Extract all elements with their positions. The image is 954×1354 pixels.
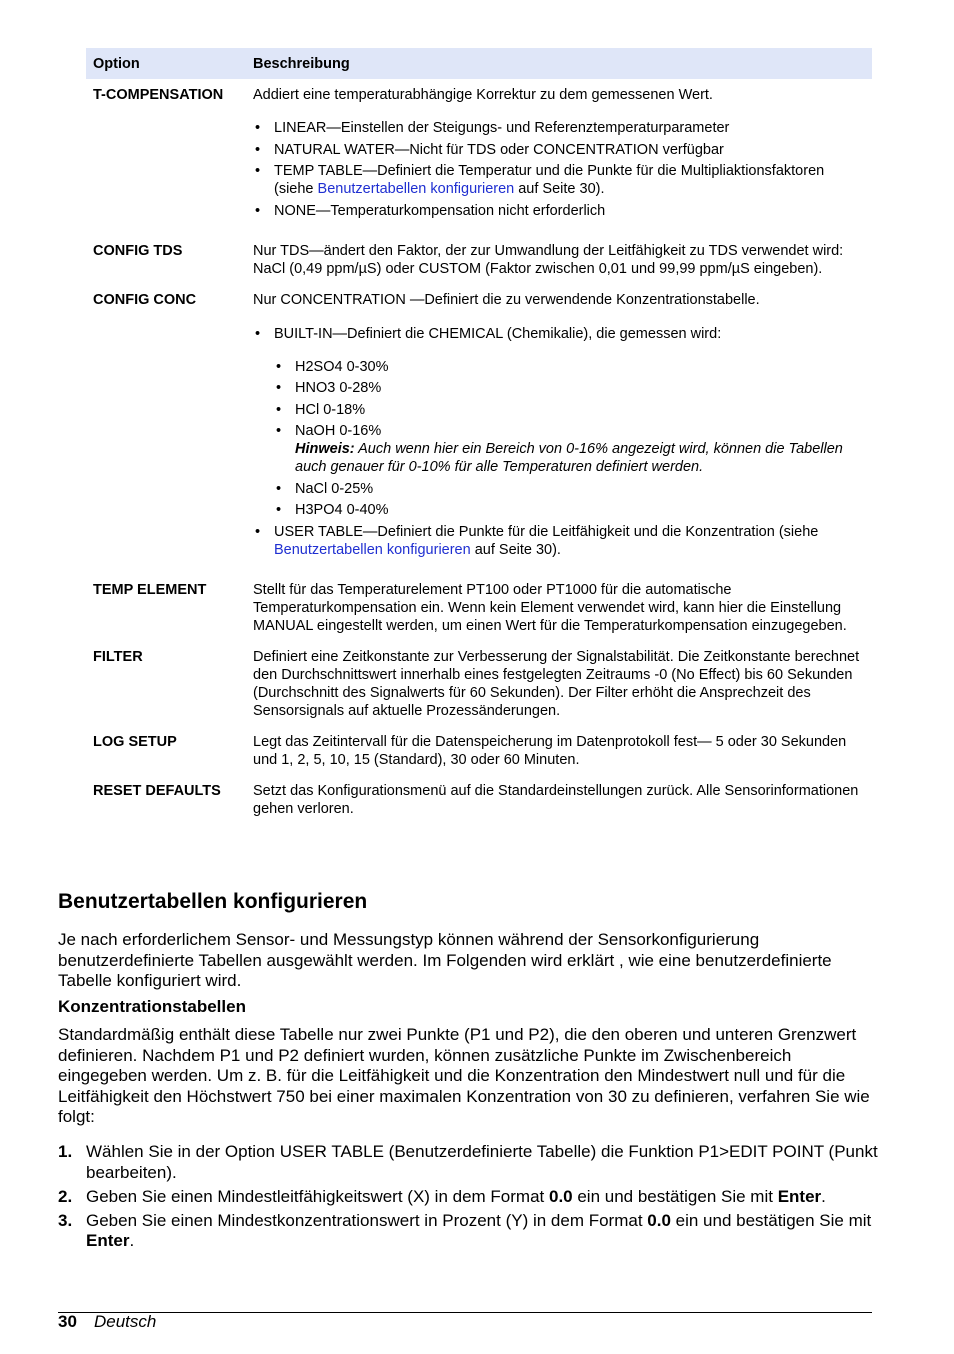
list-item — [253, 325, 865, 520]
list-item-text: TEMP TABLE—Definiert die Temperatur und die Punkte für die Multipliaktionsfaktoren (siehe — [274, 163, 825, 197]
option-name: LOG SETUP — [93, 733, 177, 750]
body-paragraph: Standardmäßig enthält diese Tabelle nur zwei Punkte (P1 und P2), die den oberen und unteren Grenzwert definieren. Nachdem P1 und P2 definiert wurden, können zusätzliche Punkte im Zwischenbereich eingegeben werden. Um z. B. für die Leitfähigkeit und die Konzentration den Mindestwert null und für die Leitfähigkeit den Höchstwert 750 bei einer maximalen Konzentration von 30 zu definieren, verfahren Sie wie folgt: — [58, 1025, 870, 1126]
list-item-text: auf Seite 30). — [470, 541, 561, 558]
list-item: • H2SO4 0-30% — [274, 358, 865, 376]
enter-key-label: Enter — [86, 1231, 130, 1250]
step-number: 3. — [58, 1210, 73, 1230]
step-text: ein und bestätigen Sie mit — [572, 1186, 778, 1206]
list-item — [253, 162, 865, 198]
list-item: • NaCl 0-25% — [274, 480, 865, 498]
section-title: Benutzertabellen konfigurieren — [58, 890, 368, 913]
enter-key-label: Enter — [777, 1186, 822, 1206]
options-table — [86, 48, 872, 818]
list-item — [253, 523, 865, 559]
chemical-list — [274, 358, 865, 520]
list-item — [58, 1142, 878, 1183]
option-description — [246, 291, 872, 581]
note — [295, 440, 865, 476]
column-header-option: Option — [86, 48, 246, 79]
option-name: CONFIG CONC — [93, 291, 197, 308]
subsection-title: Konzentrationstabellen — [58, 997, 246, 1016]
step-number: 1. — [58, 1142, 73, 1161]
description-text: Nur CONCENTRATION —Definiert die zu verwendende Konzentrationstabelle. — [253, 291, 760, 308]
note-label: Hinweis: — [295, 441, 355, 457]
option-name: RESET DEFAULTS — [93, 782, 221, 799]
table-row — [86, 79, 872, 242]
description-text: Addiert eine temperaturabhängige Korrektur zu dem gemessenen Wert. — [253, 87, 713, 103]
list-item: • LINEAR—Einstellen der Steigungs- und Referenztemperaturparameter — [253, 119, 865, 137]
table-row — [86, 291, 872, 581]
option-name: TEMP ELEMENT — [93, 581, 207, 598]
steps-list — [58, 1142, 878, 1255]
list-item: • HCl 0-18% — [274, 401, 865, 419]
list-item: • NATURAL WATER—Nicht für TDS oder CONCENTRATION verfügbar — [253, 141, 865, 159]
footer-language: Deutsch — [94, 1312, 157, 1331]
option-name: T-COMPENSATION — [93, 87, 224, 103]
bullet-list — [253, 119, 865, 220]
step-number: 2. — [58, 1186, 73, 1206]
list-item: • NONE—Temperaturkompensation nicht erforderlich — [253, 202, 865, 220]
table-row — [86, 581, 872, 648]
link-benutzertabellen[interactable]: Benutzertabellen konfigurieren — [274, 541, 471, 558]
step-text: ein und bestätigen Sie mit — [670, 1210, 872, 1230]
step-text: . — [129, 1231, 135, 1250]
option-name: CONFIG TDS — [93, 242, 183, 259]
list-item-text: • BUILT-IN—Definiert die CHEMICAL (Chemikalie), die gemessen wird: — [274, 325, 722, 342]
option-description: Legt das Zeitintervall für die Datenspeicherung im Datenprotokoll fest— 5 oder 30 Sekunden und 1, 2, 5, 10, 15 (Standard), 30 oder 60 Minuten. — [253, 733, 847, 768]
step-text: Geben Sie einen Mindestleitfähigkeitswert (X) in dem Format — [86, 1186, 549, 1206]
step-text: Wählen Sie in der Option USER TABLE (Benutzerdefinierte Tabelle) die Funktion P1>EDIT POINT (Punkt bearbeiten). — [86, 1142, 878, 1182]
option-description: Definiert eine Zeitkonstante zur Verbesserung der Signalstabilität. Die Zeitkonstante berechnet den Durchschnittswert innerhalb eines festgelegten Zeitraums -0 (No Effect) bis 60 Sekunden (Durchschnitt des Signalwerts für 60 Sekunden). Der Filter erhöht die Ansprechzeit des Sensorsignals auf aktuelle Prozessänderungen. — [253, 648, 860, 719]
bullet-list — [253, 325, 865, 559]
table-header-row — [86, 48, 872, 79]
list-item — [58, 1211, 878, 1252]
option-description — [246, 79, 872, 242]
step-text: Geben Sie einen Mindestkonzentrationswert in Prozent (Y) in dem Format — [86, 1210, 648, 1230]
list-item-text: auf Seite 30). — [514, 181, 605, 197]
option-name: FILTER — [93, 648, 143, 665]
list-item-text: USER TABLE—Definiert die Punkte für die Leitfähigkeit und die Konzentration (siehe — [274, 523, 819, 540]
step-text: . — [821, 1186, 826, 1206]
table-row — [86, 733, 872, 782]
option-description: Nur TDS—ändert den Faktor, der zur Umwandlung der Leitfähigkeit zu TDS verwendet wird: NaCl (0,49 ppm/µS) oder CUSTOM (Faktor zwischen 0,01 und 99,99 ppm/µS eingeben). — [253, 242, 844, 277]
list-item — [58, 1187, 878, 1208]
table-row — [86, 648, 872, 733]
column-header-description: Beschreibung — [246, 48, 872, 79]
format-value: 0.0 — [647, 1210, 671, 1230]
list-item — [274, 422, 865, 476]
option-description: Stellt für das Temperaturelement PT100 oder PT1000 für die automatische Temperaturkompensation ein. Wenn kein Element verwendet wird, kann hier die Einstellung MANUAL eingestellt werden, um einen Wert für die Temperaturkompensation einzugegeben. — [253, 581, 847, 634]
footer-divider — [58, 1312, 872, 1313]
format-value: 0.0 — [548, 1186, 573, 1206]
page-number: 30 — [58, 1312, 77, 1331]
list-item: • H3PO4 0-40% — [274, 501, 865, 519]
option-description: Setzt das Konfigurationsmenü auf die Standardeinstellungen zurück. Alle Sensorinformationen gehen verloren. — [253, 782, 859, 817]
note-text: Auch wenn hier ein Bereich von 0-16% angezeigt wird, können die Tabellen auch genauer für 0-10% für alle Temperaturen definiert werden. — [295, 441, 843, 475]
link-benutzertabellen[interactable]: Benutzertabellen konfigurieren — [317, 181, 515, 197]
intro-paragraph: Je nach erforderlichem Sensor- und Messungstyp können während der Sensorkonfigurierung benutzerdefinierte Tabellen ausgewählt werden. Im Folgenden wird erklärt , wie eine benutzerdefinierte Tabelle konfiguriert wird. — [58, 930, 832, 990]
table-row — [86, 782, 872, 818]
list-item: • HNO3 0-28% — [274, 379, 865, 397]
table-row — [86, 242, 872, 291]
list-item-text: • NaOH 0-16% — [295, 423, 382, 439]
